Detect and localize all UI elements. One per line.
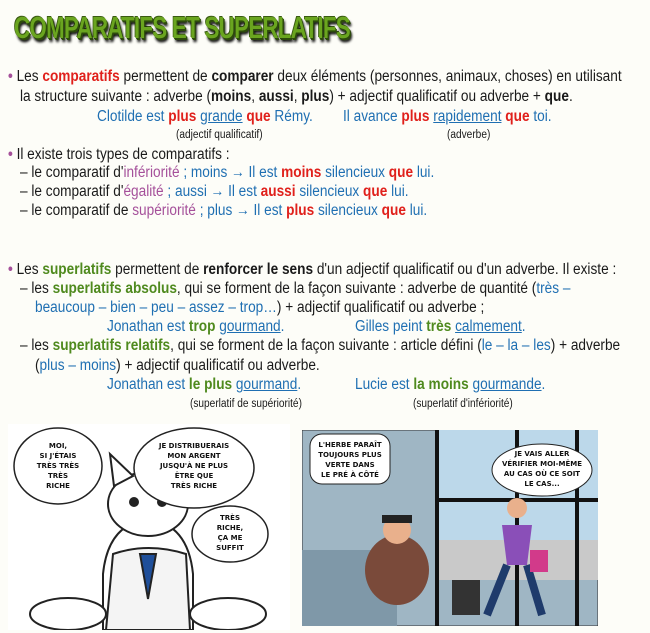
text-segment: superlatifs absolus [52,280,177,297]
text-line [107,376,301,394]
text-segment: plus [286,202,315,219]
text-segment: plus – moins [39,357,117,374]
text-segment: permettent de [119,68,212,85]
cartoon-cat [8,424,290,630]
text-segment: Rémy. [270,108,313,125]
text-segment: superlatifs [42,261,112,278]
text-line [35,357,320,375]
text-segment: Clotilde est [97,108,169,125]
text-segment: rapidement [433,108,502,125]
text-segment: ) + adjectif qualificatif ou adverbe ; [276,299,485,316]
text-segment: ; plus → Il est [195,202,287,219]
text-segment: beaucoup – bien – peu – assez – trop… [35,299,277,316]
text-segment: Les [16,68,43,85]
bullet: • [8,146,17,163]
text-segment: la moins [413,376,469,393]
text-line [20,280,570,298]
text-segment: silencieux [321,164,389,181]
text-segment: deux éléments (personnes, animaux, choses) en utilisant [273,68,622,85]
text-segment: (adjectif qualificatif) [176,129,263,141]
text-segment: aussi [258,88,294,105]
cartoon-airport [302,430,598,626]
text-segment: plus [401,108,430,125]
text-segment: . [280,318,285,335]
text-line [343,108,552,126]
text-line [35,299,484,317]
example-note [413,395,513,413]
text-line [8,68,622,86]
text-segment: , qui se forment de la façon suivante : adverbe de quantité ( [176,280,537,297]
text-segment: égalité [123,183,164,200]
text-segment: très [426,318,452,335]
text-segment: moins [211,88,252,105]
text-segment: lui. [387,183,409,200]
text-segment: renforcer le sens [203,261,314,278]
text-segment: , [293,88,302,105]
text-segment: ; aussi → Il est [163,183,261,200]
text-segment: calmement [455,318,522,335]
text-segment: comparer [211,68,274,85]
text-segment: – les [20,280,53,297]
text-segment: infériorité [123,164,180,181]
text-segment: que [388,164,414,181]
text-line [20,202,427,220]
example-note [447,126,490,144]
text-segment: aussi [260,183,296,200]
text-segment: ) + adverbe [550,337,621,354]
text-segment: silencieux [295,183,364,200]
text-segment: très – [536,280,571,297]
text-line [20,337,620,355]
text-segment: lui. [405,202,428,219]
bubble-man: L'HERBE PARAÎT TOUJOURS PLUS VERTE DANS LE PRÉ À CÔTÉ [318,441,382,479]
text-line [107,318,284,336]
bubble-cat-2: JE DISTRIBUERAIS MON ARGENT JUSQU'À NE PLUS ÊTRE QUE TRÈS RICHE [158,442,230,490]
text-line [20,88,573,106]
text-segment: gourmand [235,376,298,393]
text-segment: le – la – les [481,337,551,354]
text-segment: ) + adjectif qualificatif ou adverbe + [329,88,545,105]
text-segment: . [521,318,526,335]
bubble-cat-3: TRÈS RICHE, ÇA ME SUFFIT [216,514,244,552]
text-segment: (superlatif de supériorité) [190,398,302,410]
example-note [190,395,302,413]
text-segment: superlatifs relatifs [52,337,171,354]
text-segment: – les [20,337,53,354]
text-segment: – le comparatif d' [20,164,124,181]
text-segment: (adverbe) [447,129,491,141]
text-segment: plus [301,88,330,105]
text-segment: , [251,88,259,105]
text-line [20,183,409,201]
text-segment: . [297,376,302,393]
page-title: COMPARATIFS ET SUPERLATIFS [14,10,350,45]
text-segment: gourmande [472,376,542,393]
text-segment: d'un adjectif qualificatif ou d'un adverbe. Il existe : [313,261,617,278]
text-segment: que [544,88,569,105]
text-segment: silencieux [314,202,382,219]
text-segment: moins [281,164,322,181]
text-segment: Les [16,261,43,278]
text-segment: Gilles peint [355,318,427,335]
text-segment: , qui se forment de la façon suivante : article défini ( [170,337,482,354]
text-segment: permettent de [111,261,204,278]
text-segment: Jonathan est [107,376,189,393]
bubble-woman: JE VAIS ALLER VÉRIFIER MOI-MÊME AU CAS OÙ CE SOIT LE CAS... [501,450,583,488]
text-segment: Il avance [343,108,402,125]
text-segment: . [541,376,546,393]
text-segment: – le comparatif de [20,202,133,219]
text-segment: . [568,88,573,105]
text-segment: comparatifs [42,68,120,85]
text-line [355,376,545,394]
text-segment: – le comparatif d' [20,183,124,200]
text-segment: trop [188,318,216,335]
text-segment: que [505,108,530,125]
text-segment: Jonathan est [107,318,189,335]
text-line [8,261,616,279]
bullet: • [8,261,17,278]
text-segment: lui. [413,164,435,181]
text-line [97,108,313,126]
text-line [355,318,526,336]
text-segment: ; moins → Il est [179,164,282,181]
text-segment: ( [35,357,40,374]
text-segment: le plus [188,376,233,393]
text-line [8,146,230,164]
text-segment: grande [200,108,243,125]
text-segment: ) + adjectif qualificatif ou adverbe. [116,357,320,374]
text-segment: Il existe trois types de comparatifs : [16,146,230,163]
bullet: • [8,68,17,85]
text-line [20,164,434,182]
bubble-cat-1: MOI, SI J'ÉTAIS TRÈS TRÈS TRÈS RICHE [36,442,80,490]
text-segment: gourmand [219,318,281,335]
text-segment: que [381,202,406,219]
text-segment: que [246,108,271,125]
text-segment: plus [168,108,197,125]
example-note [176,126,263,144]
text-segment: toi. [529,108,552,125]
text-segment: supériorité [132,202,196,219]
text-segment: (superlatif d'infériorité) [413,398,513,410]
text-segment: Lucie est [355,376,414,393]
text-segment: que [363,183,388,200]
text-segment: la structure suivante : adverbe ( [20,88,212,105]
